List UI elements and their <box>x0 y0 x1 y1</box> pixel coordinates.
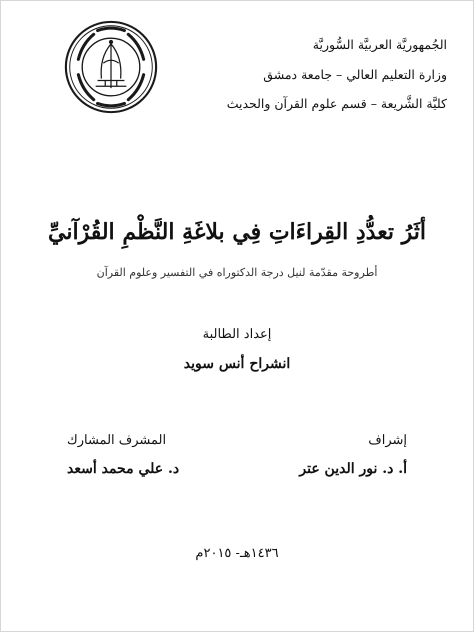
date-line: ١٤٣٦هـ- ٢٠١٥م <box>195 546 279 561</box>
supervisor-label: إشراف <box>368 433 407 448</box>
thesis-subtitle: أطروحة مقدّمة لنيل درجة الدكتوراه في التفسير وعلوم القرآن <box>96 266 378 279</box>
faculty-line: كليَّة الشَّريعة – قسم علوم القرآن والحديث <box>226 96 447 112</box>
university-seal-icon <box>63 19 159 115</box>
ministry-line: وزارة التعليم العالي – جامعة دمشق <box>263 66 447 82</box>
co-supervisor-name: د. علي محمد أسعد <box>67 461 180 477</box>
thesis-title: أثَرُ تعدُّدِ القِراءَاتِ فِي بلاغَةِ النَّظْمِ القُرْآنيِّ <box>48 219 426 245</box>
student-name: انشراح أنس سويد <box>183 356 291 372</box>
header-block <box>187 37 447 126</box>
republic-line: الجُمهوريَّة العربيَّة السُّوريَّة <box>312 37 447 52</box>
co-supervisor-label: المشرف المشارك <box>67 433 167 448</box>
supervisor-name: أ. د. نور الدين عتر <box>299 461 407 477</box>
prepared-by-label: إعداد الطالبة <box>202 327 272 342</box>
